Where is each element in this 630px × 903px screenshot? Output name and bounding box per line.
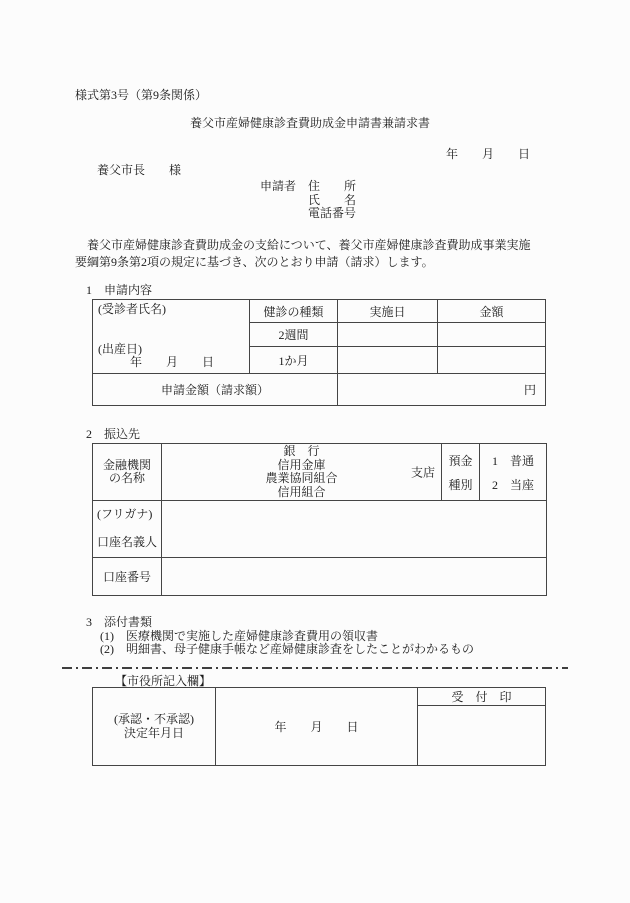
- deposit-label-line2: 種別: [448, 477, 473, 492]
- furigana-label: (フリガナ): [97, 507, 153, 521]
- section1-heading: 1 申請内容: [86, 283, 153, 297]
- institution-type-bank: 銀 行: [283, 444, 320, 458]
- institution-label-line2: の名称: [109, 471, 146, 485]
- decision-label-line2: 決定年月日: [123, 725, 184, 740]
- deposit-option-current: 2 当座: [492, 477, 535, 492]
- applicant-address-line: 申請者 住 所: [260, 179, 357, 193]
- applicant-name-line: 氏 名: [260, 192, 357, 207]
- col-header-exam-date: 実施日: [338, 300, 438, 323]
- section3-heading: 3 添付書類: [86, 615, 153, 629]
- deposit-type-label-cell: [442, 444, 480, 501]
- amount-field-2weeks: [438, 323, 546, 347]
- exam-date-field-1month: [338, 347, 438, 374]
- applicant-phone-line: 電話番号: [260, 206, 357, 220]
- birth-date-label: (出産日): [98, 342, 142, 356]
- receipt-stamp-field: [418, 706, 546, 766]
- branch-label: 支店: [411, 465, 436, 480]
- institution-type-ja: 農業協同組合: [265, 471, 338, 485]
- institution-name-field: [162, 444, 442, 501]
- addressee: 養父市長 様: [97, 163, 182, 177]
- receipt-stamp-label: 受 付 印: [418, 688, 546, 706]
- col-header-exam-type: 健診の種類: [250, 300, 338, 323]
- institution-type-credit-union: 信用組合: [277, 484, 326, 499]
- body-line-2: 要綱第9条第2項の規定に基づき、次のとおり申請（請求）します。: [75, 254, 434, 269]
- section2-heading: 2 振込先: [86, 427, 141, 441]
- account-holder-label: 口座名義人: [97, 535, 158, 549]
- decision-date-field: 年 月 日: [216, 688, 418, 766]
- decision-label-line1: (承認・不承認): [114, 712, 194, 726]
- account-number-label: 口座番号: [93, 558, 162, 596]
- office-table: [92, 687, 546, 766]
- application-date-line: 年 月 日: [445, 147, 530, 161]
- recipient-name-label: (受診者氏名): [98, 302, 166, 316]
- cut-separator-line: [62, 667, 568, 669]
- decision-date-label-cell: [93, 688, 216, 766]
- amount-field-1month: [438, 347, 546, 374]
- col-header-amount: 金額: [438, 300, 546, 323]
- office-section-heading: 【市役所記入欄】: [115, 674, 212, 688]
- exam-type-2weeks: 2週間: [250, 323, 338, 347]
- account-number-field: [162, 558, 547, 596]
- body-paragraph: [75, 237, 557, 270]
- exam-date-field-2weeks: [338, 323, 438, 347]
- page-title: 養父市産婦健康診査費助成金申請書兼請求書: [189, 116, 430, 130]
- recipient-cell: [93, 300, 250, 374]
- institution-name-label-cell: [93, 444, 162, 501]
- body-line-1: 養父市産婦健康診査費助成金の支給について、養父市産婦健康診査費助成事業実施: [75, 238, 531, 252]
- deposit-option-ordinary: 1 普通: [492, 453, 535, 468]
- account-holder-label-cell: [93, 501, 162, 558]
- birth-date-line: 年 月 日: [130, 355, 215, 369]
- application-table: [92, 299, 546, 406]
- attachment-item-2: (2) 明細書、母子健康手帳など産婦健康診査をしたことがわかるもの: [100, 642, 474, 656]
- attachment-item-1: (1) 医療機関で実施した産婦健康診査費用の領収書: [100, 629, 378, 643]
- institution-type-shinkin: 信用金庫: [277, 457, 326, 472]
- form-number: 様式第3号（第9条関係）: [75, 88, 208, 102]
- transfer-table: [92, 443, 547, 596]
- currency-unit: 円: [523, 383, 536, 397]
- applicant-block: [260, 180, 356, 221]
- total-amount-field: [338, 374, 546, 406]
- deposit-type-options-cell: [480, 444, 547, 501]
- exam-type-1month: 1か月: [250, 347, 338, 374]
- account-holder-field: [162, 501, 547, 558]
- deposit-label-line1: 預金: [448, 453, 473, 468]
- institution-label-line1: 金融機関: [103, 457, 152, 472]
- total-amount-label: 申請金額（請求額）: [93, 374, 338, 406]
